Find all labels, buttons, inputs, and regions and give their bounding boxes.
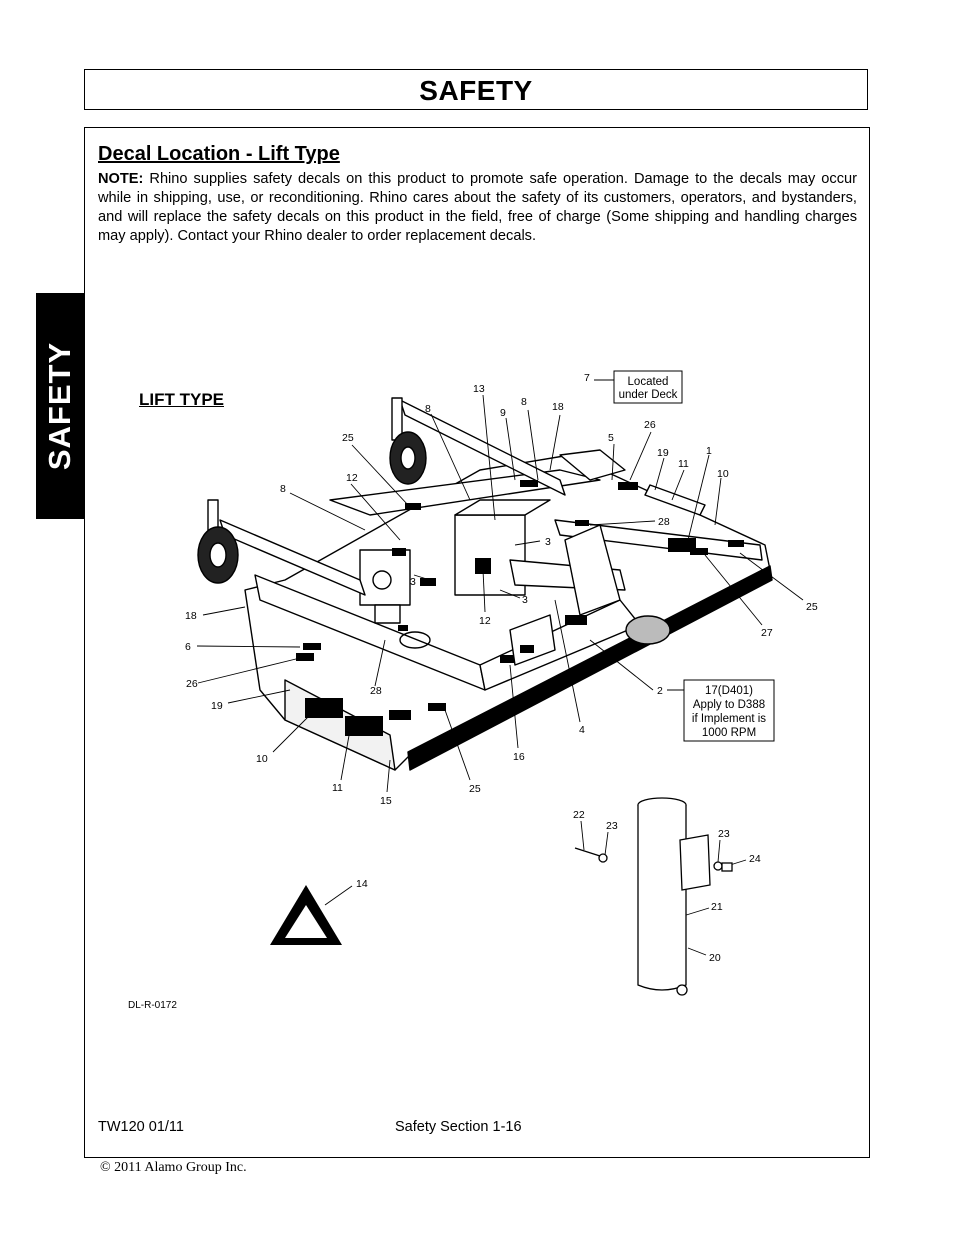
callout-number-26: 26 (644, 419, 656, 431)
callout-number-28: 28 (658, 516, 670, 528)
diagram-label: LIFT TYPE (139, 390, 224, 409)
callout-number-11: 11 (332, 782, 343, 794)
callout-number-14: 14 (356, 878, 368, 890)
callout-number-18: 18 (185, 610, 197, 622)
callout-located-line-1: Located (627, 376, 669, 388)
callout-number-12: 12 (479, 615, 491, 627)
callout-number-10: 10 (256, 753, 268, 765)
drawing-id: DL-R-0172 (128, 1000, 177, 1011)
callout-number-25: 25 (806, 601, 818, 613)
callout-number-21: 21 (711, 901, 723, 913)
callout-number-20: 20 (709, 952, 721, 964)
note-text: Rhino supplies safety decals on this product to promote safe operation. Damage to the decals may occur while in shipping, use, or reconditioning. Rhino cares about the safety of its customers, operators, and bystanders, and will replace the safety decals on this product in the field, free of charge (Some shipping and handling charges may apply). Contact your Rhino dealer to order replacement decals. (98, 171, 857, 244)
callout-number-25: 25 (342, 432, 354, 444)
callout-number-1: 1 (706, 445, 712, 457)
callout-rpm-line-1: 17(D401) (705, 685, 753, 697)
callout-number-7: 7 (584, 372, 590, 384)
callout-number-12: 12 (346, 472, 358, 484)
callout-number-3: 3 (522, 594, 528, 606)
page-title: SAFETY (419, 75, 533, 106)
copyright: © 2011 Alamo Group Inc. (100, 1160, 247, 1175)
callout-number-4: 4 (579, 724, 585, 736)
callout-number-2: 2 (657, 685, 663, 697)
callout-rpm-line-3: if Implement is (691, 713, 767, 725)
callout-number-9: 9 (500, 407, 506, 419)
callout-number-3: 3 (410, 576, 416, 588)
callout-number-13: 13 (473, 383, 485, 395)
side-tab-label: SAFETY (42, 341, 77, 471)
callout-number-5: 5 (608, 432, 614, 444)
callout-number-18: 18 (552, 401, 564, 413)
callout-number-19: 19 (211, 700, 223, 712)
callout-number-16: 16 (513, 751, 525, 763)
callout-number-11: 11 (678, 458, 689, 470)
callout-number-25: 25 (469, 783, 481, 795)
note-label: NOTE: (98, 171, 144, 187)
callout-rpm-line-2: Apply to D388 (692, 699, 766, 711)
callout-number-27: 27 (761, 627, 773, 639)
callout-number-22: 22 (573, 809, 585, 821)
callout-number-3: 3 (545, 536, 551, 548)
callout-number-28: 28 (370, 685, 382, 697)
callout-number-6: 6 (185, 641, 191, 653)
callout-number-26: 26 (186, 678, 198, 690)
callout-number-23: 23 (718, 828, 730, 840)
callout-located-line-2: under Deck (618, 389, 678, 401)
callout-number-8: 8 (425, 403, 431, 415)
callout-number-15: 15 (380, 795, 392, 807)
callout-number-24: 24 (749, 853, 761, 865)
callout-number-19: 19 (657, 447, 669, 459)
callout-rpm-line-4: 1000 RPM (701, 727, 757, 739)
callout-number-8: 8 (280, 483, 286, 495)
callout-number-23: 23 (606, 820, 618, 832)
footer-model: TW120 01/11 (98, 1119, 184, 1135)
callout-number-10: 10 (717, 468, 729, 480)
footer-section: Safety Section 1-16 (395, 1119, 522, 1135)
section-heading: Decal Location - Lift Type (98, 143, 340, 165)
callout-number-8: 8 (521, 396, 527, 408)
